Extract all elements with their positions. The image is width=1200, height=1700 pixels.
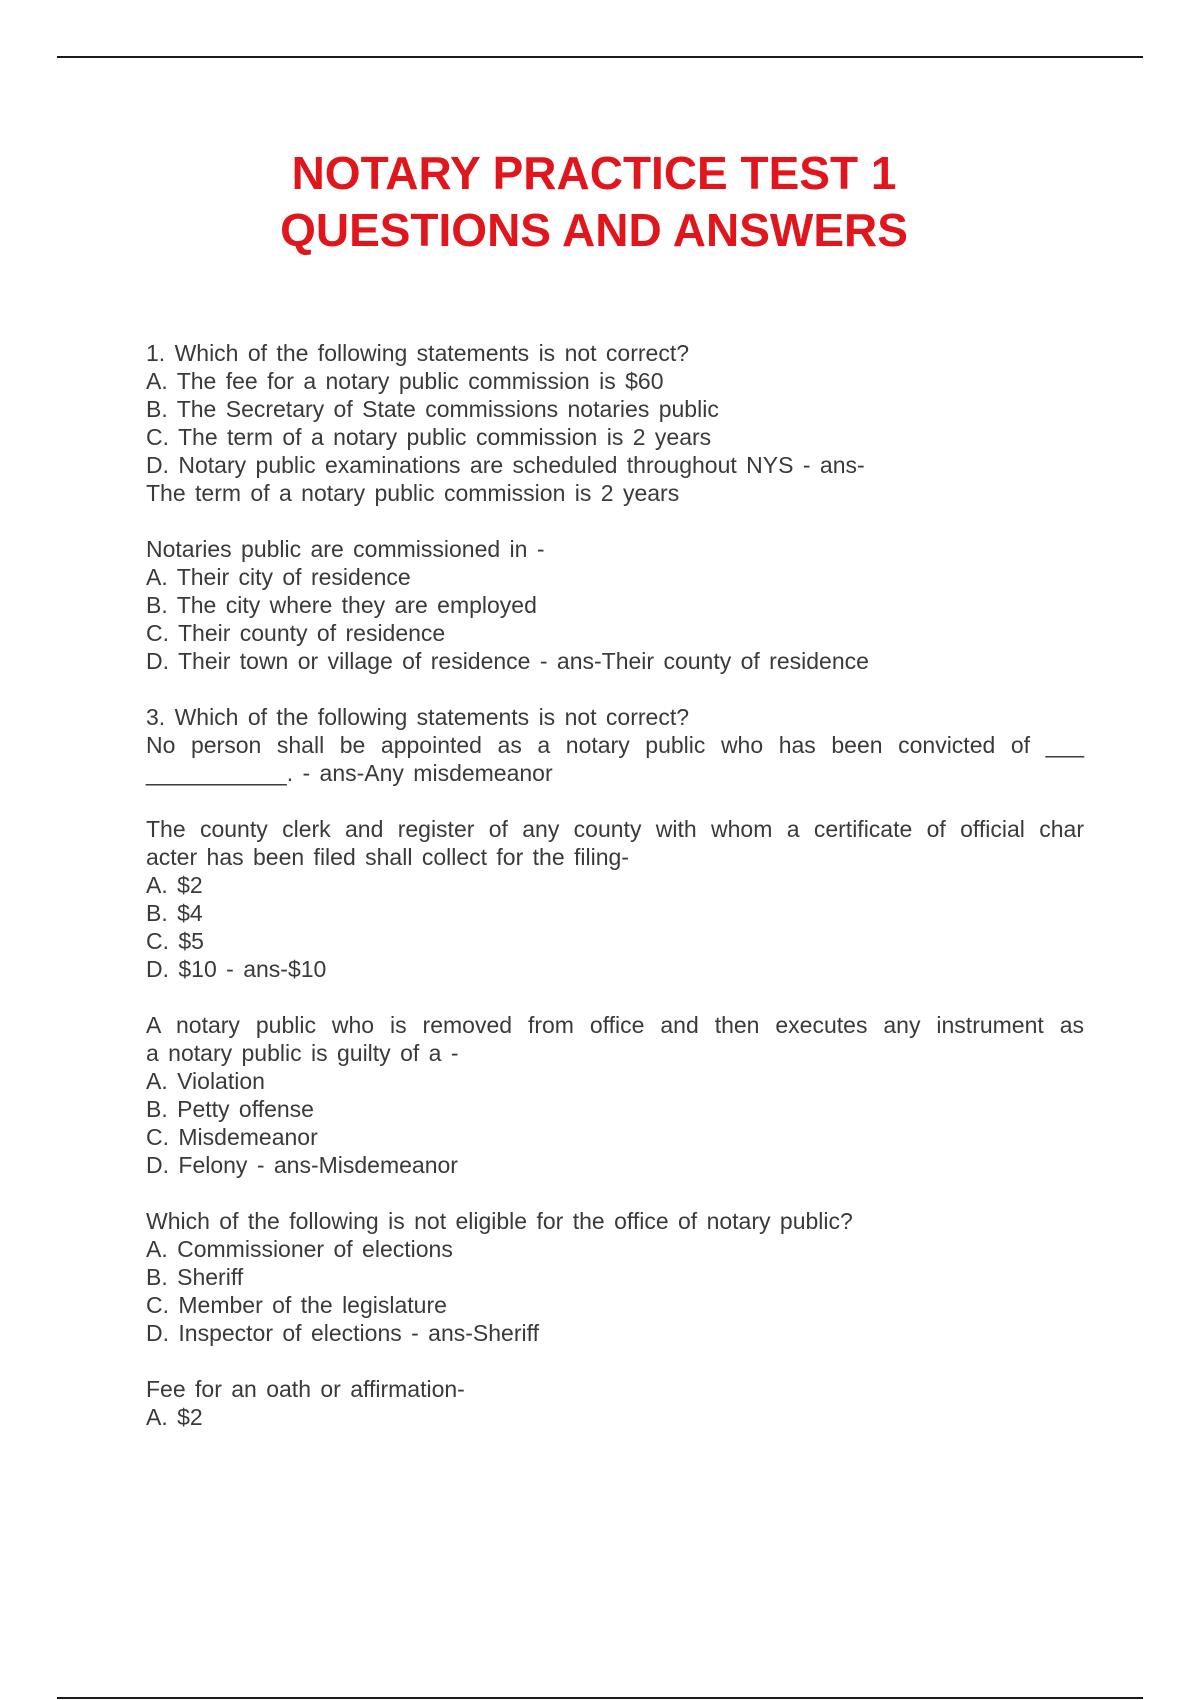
answer-option: C. Misdemeanor — [146, 1124, 318, 1150]
answer-option: D. Their town or village of residence - ans-Their county of residence — [146, 648, 869, 674]
question-text: a notary public is guilty of a - — [146, 1040, 459, 1066]
answer-option: C. $5 — [146, 928, 204, 954]
answer-option: B. Petty offense — [146, 1096, 314, 1122]
answer-key: The term of a notary public commission is 2 years — [146, 480, 680, 506]
question-text: 3. Which of the following statements is not correct? — [146, 704, 690, 730]
question-block — [146, 535, 1084, 675]
question-block — [146, 1011, 1084, 1179]
question-text: 1. Which of the following statements is not correct? — [146, 340, 690, 366]
answer-option: D. Felony - ans-Misdemeanor — [146, 1152, 458, 1178]
answer-option: D. Notary public examinations are scheduled throughout NYS - ans- — [146, 452, 865, 478]
question-block — [146, 815, 1084, 983]
title-line-2: QUESTIONS AND ANSWERS — [280, 204, 908, 256]
spacer — [146, 1179, 1084, 1207]
question-text: Which of the following is not eligible for the office of notary public? — [146, 1208, 853, 1234]
answer-option: B. The city where they are employed — [146, 592, 537, 618]
top-rule — [57, 56, 1143, 58]
question-block — [146, 339, 1084, 507]
spacer — [146, 983, 1084, 1011]
question-block — [146, 1207, 1084, 1347]
answer-option: C. Member of the legislature — [146, 1292, 447, 1318]
answer-option: B. $4 — [146, 900, 203, 926]
spacer — [146, 507, 1084, 535]
bottom-rule — [57, 1697, 1143, 1699]
question-text: No person shall be appointed as a notary public who has been convicted of ___ — [146, 732, 1084, 758]
title-line-1: NOTARY PRACTICE TEST 1 — [291, 147, 897, 199]
question-text: Notaries public are commissioned in - — [146, 536, 545, 562]
answer-option: C. The term of a notary public commission is 2 years — [146, 424, 712, 450]
answer-option: A. The fee for a notary public commission is $60 — [146, 368, 664, 394]
question-text: A notary public who is removed from office and then executes any instrument as — [146, 1012, 1084, 1038]
spacer — [146, 675, 1084, 703]
page-title — [0, 145, 1188, 259]
answer-option: B. The Secretary of State commissions notaries public — [146, 396, 719, 422]
question-block — [146, 703, 1084, 787]
answer-option: A. Their city of residence — [146, 564, 411, 590]
spacer — [146, 1347, 1084, 1375]
question-text: The county clerk and register of any county with whom a certificate of official char — [146, 816, 1084, 842]
answer-key: ___________. - ans-Any misdemeanor — [146, 760, 553, 786]
question-text: Fee for an oath or affirmation- — [146, 1376, 465, 1402]
answer-option: A. Commissioner of elections — [146, 1236, 453, 1262]
question-block — [146, 1375, 1084, 1431]
answer-option: A. $2 — [146, 872, 203, 898]
question-list — [146, 339, 1084, 1431]
answer-option: A. Violation — [146, 1068, 265, 1094]
answer-option: B. Sheriff — [146, 1264, 244, 1290]
question-text: acter has been filed shall collect for the filing- — [146, 844, 629, 870]
answer-option: A. $2 — [146, 1404, 203, 1430]
answer-option: C. Their county of residence — [146, 620, 446, 646]
answer-option: D. $10 - ans-$10 — [146, 956, 327, 982]
answer-option: D. Inspector of elections - ans-Sheriff — [146, 1320, 539, 1346]
spacer — [146, 787, 1084, 815]
